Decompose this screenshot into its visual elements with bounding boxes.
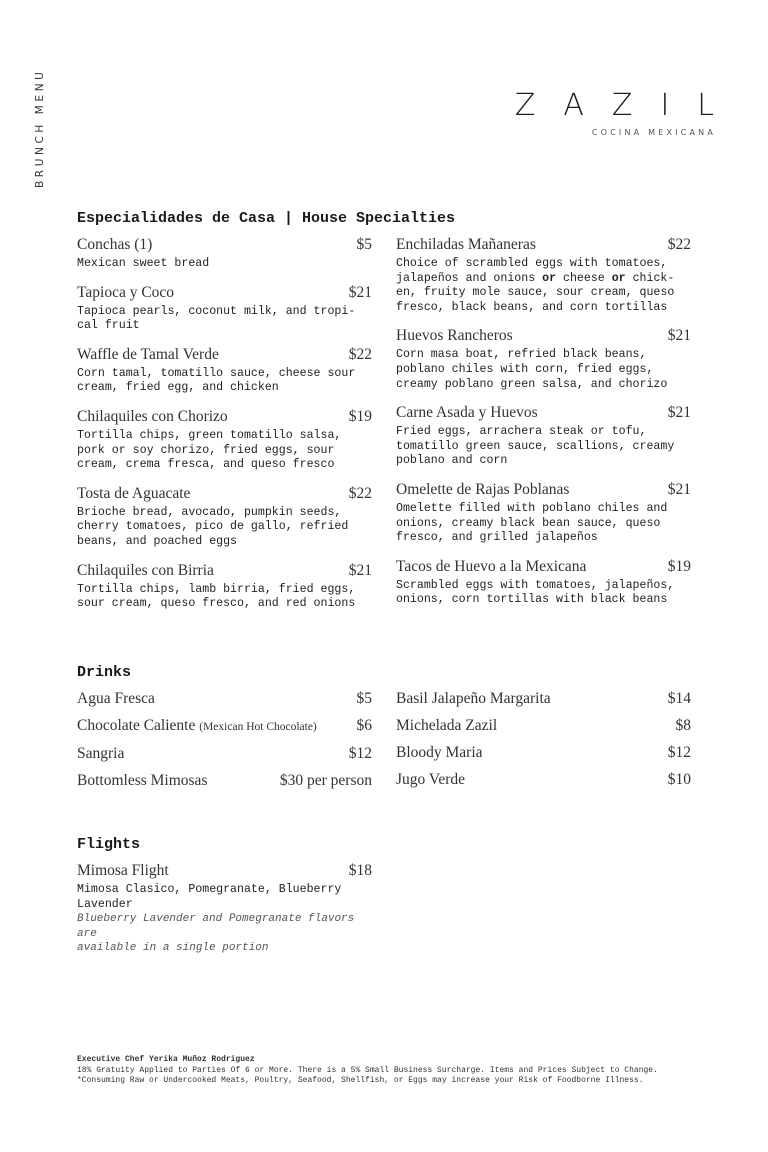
menu-item-name: Tapioca y Coco	[77, 283, 175, 301]
menu-item-price: $21	[667, 327, 691, 345]
menu-item-header	[396, 557, 691, 577]
menu-item	[77, 283, 372, 334]
logo-subtitle: COCINA MEXICANA	[591, 128, 716, 137]
menu-item-name: Tosta de Aguacate	[77, 484, 191, 502]
menu-item	[396, 557, 691, 608]
menu-item-description: Tortilla chips, lamb birria, fried eggs, sour cream, queso fresco, and red onions	[77, 582, 356, 611]
drink-item	[77, 744, 372, 764]
menu-item-description: Brioche bread, avocado, pumpkin seeds, cherry tomatoes, pico de gallo, refried beans, and poached eggs	[77, 505, 349, 548]
menu-footer	[77, 1055, 697, 1087]
drink-price: $30 per person	[279, 772, 372, 789]
menu-item-price: $19	[348, 407, 372, 425]
logo-name: ZAZIL	[514, 88, 742, 123]
menu-item-price: $21	[667, 404, 691, 422]
menu-item	[396, 235, 691, 315]
menu-item-header	[77, 235, 372, 255]
menu-item-price: $22	[667, 236, 691, 253]
menu-item-description: Mexican sweet bread	[77, 257, 210, 270]
menu-item-price: $19	[667, 557, 691, 575]
drink-name: Bottomless Mimosas	[77, 772, 208, 789]
drink-name: Sangria	[77, 745, 125, 762]
drinks-right-column	[396, 689, 691, 798]
menu-item-description: Tortilla chips, green tomatillo salsa, pork or soy chorizo, fried eggs, sour cream, crema fresca, and queso fresco	[77, 428, 342, 472]
drink-name-wrap	[396, 716, 497, 736]
menu-item-name: Tacos de Huevo a la Mexicana	[396, 557, 587, 575]
gratuity-note: 18% Gratuity Applied to Parties Of 6 or More. There is a 5% Small Business Surcharge. Items and Prices Subject to Change.	[77, 1065, 658, 1075]
drink-name: Michelada Zazil	[396, 717, 498, 734]
flights-column	[77, 861, 372, 967]
menu-item-name: Huevos Rancheros	[396, 327, 513, 345]
menu-item	[396, 480, 691, 546]
menu-item	[77, 861, 372, 956]
menu-item-description	[396, 257, 691, 315]
drink-name-wrap	[77, 689, 155, 709]
menu-item-price: $21	[348, 561, 372, 579]
drink-item	[396, 743, 691, 763]
menu-item-price: $21	[667, 480, 691, 498]
description-part: cheese	[556, 271, 612, 285]
drink-name-wrap	[396, 689, 551, 709]
menu-item-header	[77, 407, 372, 427]
specialties-right-column	[396, 235, 691, 623]
chef-credit: Executive Chef Yerika Muñoz Rodriguez	[77, 1055, 255, 1064]
drink-price: $12	[667, 744, 691, 761]
description-part: or	[611, 271, 626, 285]
menu-item-description: Mimosa Clasico, Pomegranate, Blueberry Lavender	[77, 883, 342, 911]
menu-item	[77, 345, 372, 396]
drink-price: $8	[675, 717, 691, 734]
menu-item-note: Blueberry Lavender and Pomegranate flavors are available in a single portion	[77, 913, 355, 955]
menu-item-description: Corn masa boat, refried black beans, poblano chiles with corn, fried eggs, creamy poblano green salsa, and chorizo	[396, 348, 668, 391]
menu-item	[77, 484, 372, 550]
drink-name-wrap	[77, 716, 317, 737]
drink-name-wrap	[396, 743, 483, 763]
drink-item	[77, 716, 372, 737]
specialties-left-column	[77, 235, 372, 623]
menu-item-price: $5	[356, 236, 372, 253]
menu-item-header	[77, 484, 372, 504]
menu-item-name: Chilaquiles con Birria	[77, 561, 214, 579]
drink-price: $12	[348, 745, 372, 762]
drink-price: $10	[667, 771, 691, 788]
description-part: chick- en, fruity mole sauce, sour cream, queso fresco, black beans, and corn tortillas	[396, 271, 675, 314]
drink-item	[77, 771, 372, 791]
menu-item-name: Mimosa Flight	[77, 862, 169, 879]
menu-item-description: Corn tamal, tomatillo sauce, cheese sour cream, fried egg, and chicken	[77, 366, 356, 395]
description-part: or	[542, 271, 557, 285]
menu-item-description: Tapioca pearls, coconut milk, and tropi- cal fruit	[77, 304, 356, 333]
menu-item-description: Scrambled eggs with tomatoes, jalapeños, onions, corn tortillas with black beans	[396, 578, 675, 607]
drink-name-wrap	[77, 771, 207, 791]
menu-item-name: Enchiladas Mañaneras	[396, 236, 536, 253]
menu-item-price: $22	[348, 484, 372, 502]
restaurant-logo	[514, 86, 742, 137]
menu-item	[396, 326, 691, 392]
section-title: Especialidades de Casa | House Specialties	[77, 210, 456, 227]
menu-item-header	[77, 561, 372, 581]
drink-name: Chocolate Caliente	[77, 717, 196, 734]
drink-name: Bloody Maria	[396, 744, 483, 761]
menu-item-header	[396, 235, 691, 255]
drinks-section	[77, 664, 691, 798]
drink-name: Jugo Verde	[396, 771, 466, 788]
menu-item-header	[396, 326, 691, 346]
menu-item-header	[77, 283, 372, 303]
brunch-menu-label: BRUNCH MENU	[34, 68, 46, 188]
flights-section	[77, 836, 691, 967]
menu-item	[396, 403, 691, 469]
drink-item	[396, 770, 691, 790]
menu-item-price: $18	[348, 862, 372, 879]
menu-item	[77, 561, 372, 612]
menu-item-name: Chilaquiles con Chorizo	[77, 407, 228, 425]
menu-item-name: Carne Asada y Huevos	[396, 404, 538, 422]
menu-item-name: Conchas (1)	[77, 236, 153, 253]
menu-item-header	[77, 861, 372, 881]
drink-price: $14	[667, 690, 691, 707]
food-safety-note: *Consuming Raw or Undercooked Meats, Poultry, Seafood, Shellfish, or Eggs may increase your Risk of Foodborne Illness.	[77, 1076, 644, 1085]
drinks-left-column	[77, 689, 372, 798]
drink-item	[396, 716, 691, 736]
drink-price: $6	[356, 717, 372, 734]
drink-note: (Mexican Hot Chocolate)	[199, 721, 317, 733]
description-part: Choice of scrambled eggs with tomatoes, jalapeños and onions	[396, 257, 668, 285]
menu-item-header	[77, 345, 372, 365]
menu-item-header	[396, 480, 691, 500]
menu-item	[77, 235, 372, 272]
menu-item-price: $21	[348, 283, 372, 301]
menu-item-name: Waffle de Tamal Verde	[77, 345, 219, 363]
menu-item-name: Omelette de Rajas Poblanas	[396, 480, 570, 498]
menu-item	[77, 407, 372, 473]
drink-name: Basil Jalapeño Margarita	[396, 690, 551, 707]
menu-item-price: $22	[348, 345, 372, 363]
drink-name: Agua Fresca	[77, 690, 155, 707]
section-title: Drinks	[77, 664, 132, 681]
specialties-section	[77, 210, 691, 623]
drink-name-wrap	[396, 770, 465, 790]
drink-name-wrap	[77, 744, 124, 764]
drink-item	[396, 689, 691, 709]
drink-price: $5	[356, 690, 372, 707]
section-title: Flights	[77, 836, 141, 853]
menu-item-description: Fried eggs, arrachera steak or tofu, tomatillo green sauce, scallions, creamy poblano and corn	[396, 425, 675, 468]
menu-item-header	[396, 403, 691, 423]
drink-item	[77, 689, 372, 709]
menu-item-description: Omelette filled with poblano chiles and onions, creamy black bean sauce, queso fresco, and grilled jalapeños	[396, 501, 668, 545]
